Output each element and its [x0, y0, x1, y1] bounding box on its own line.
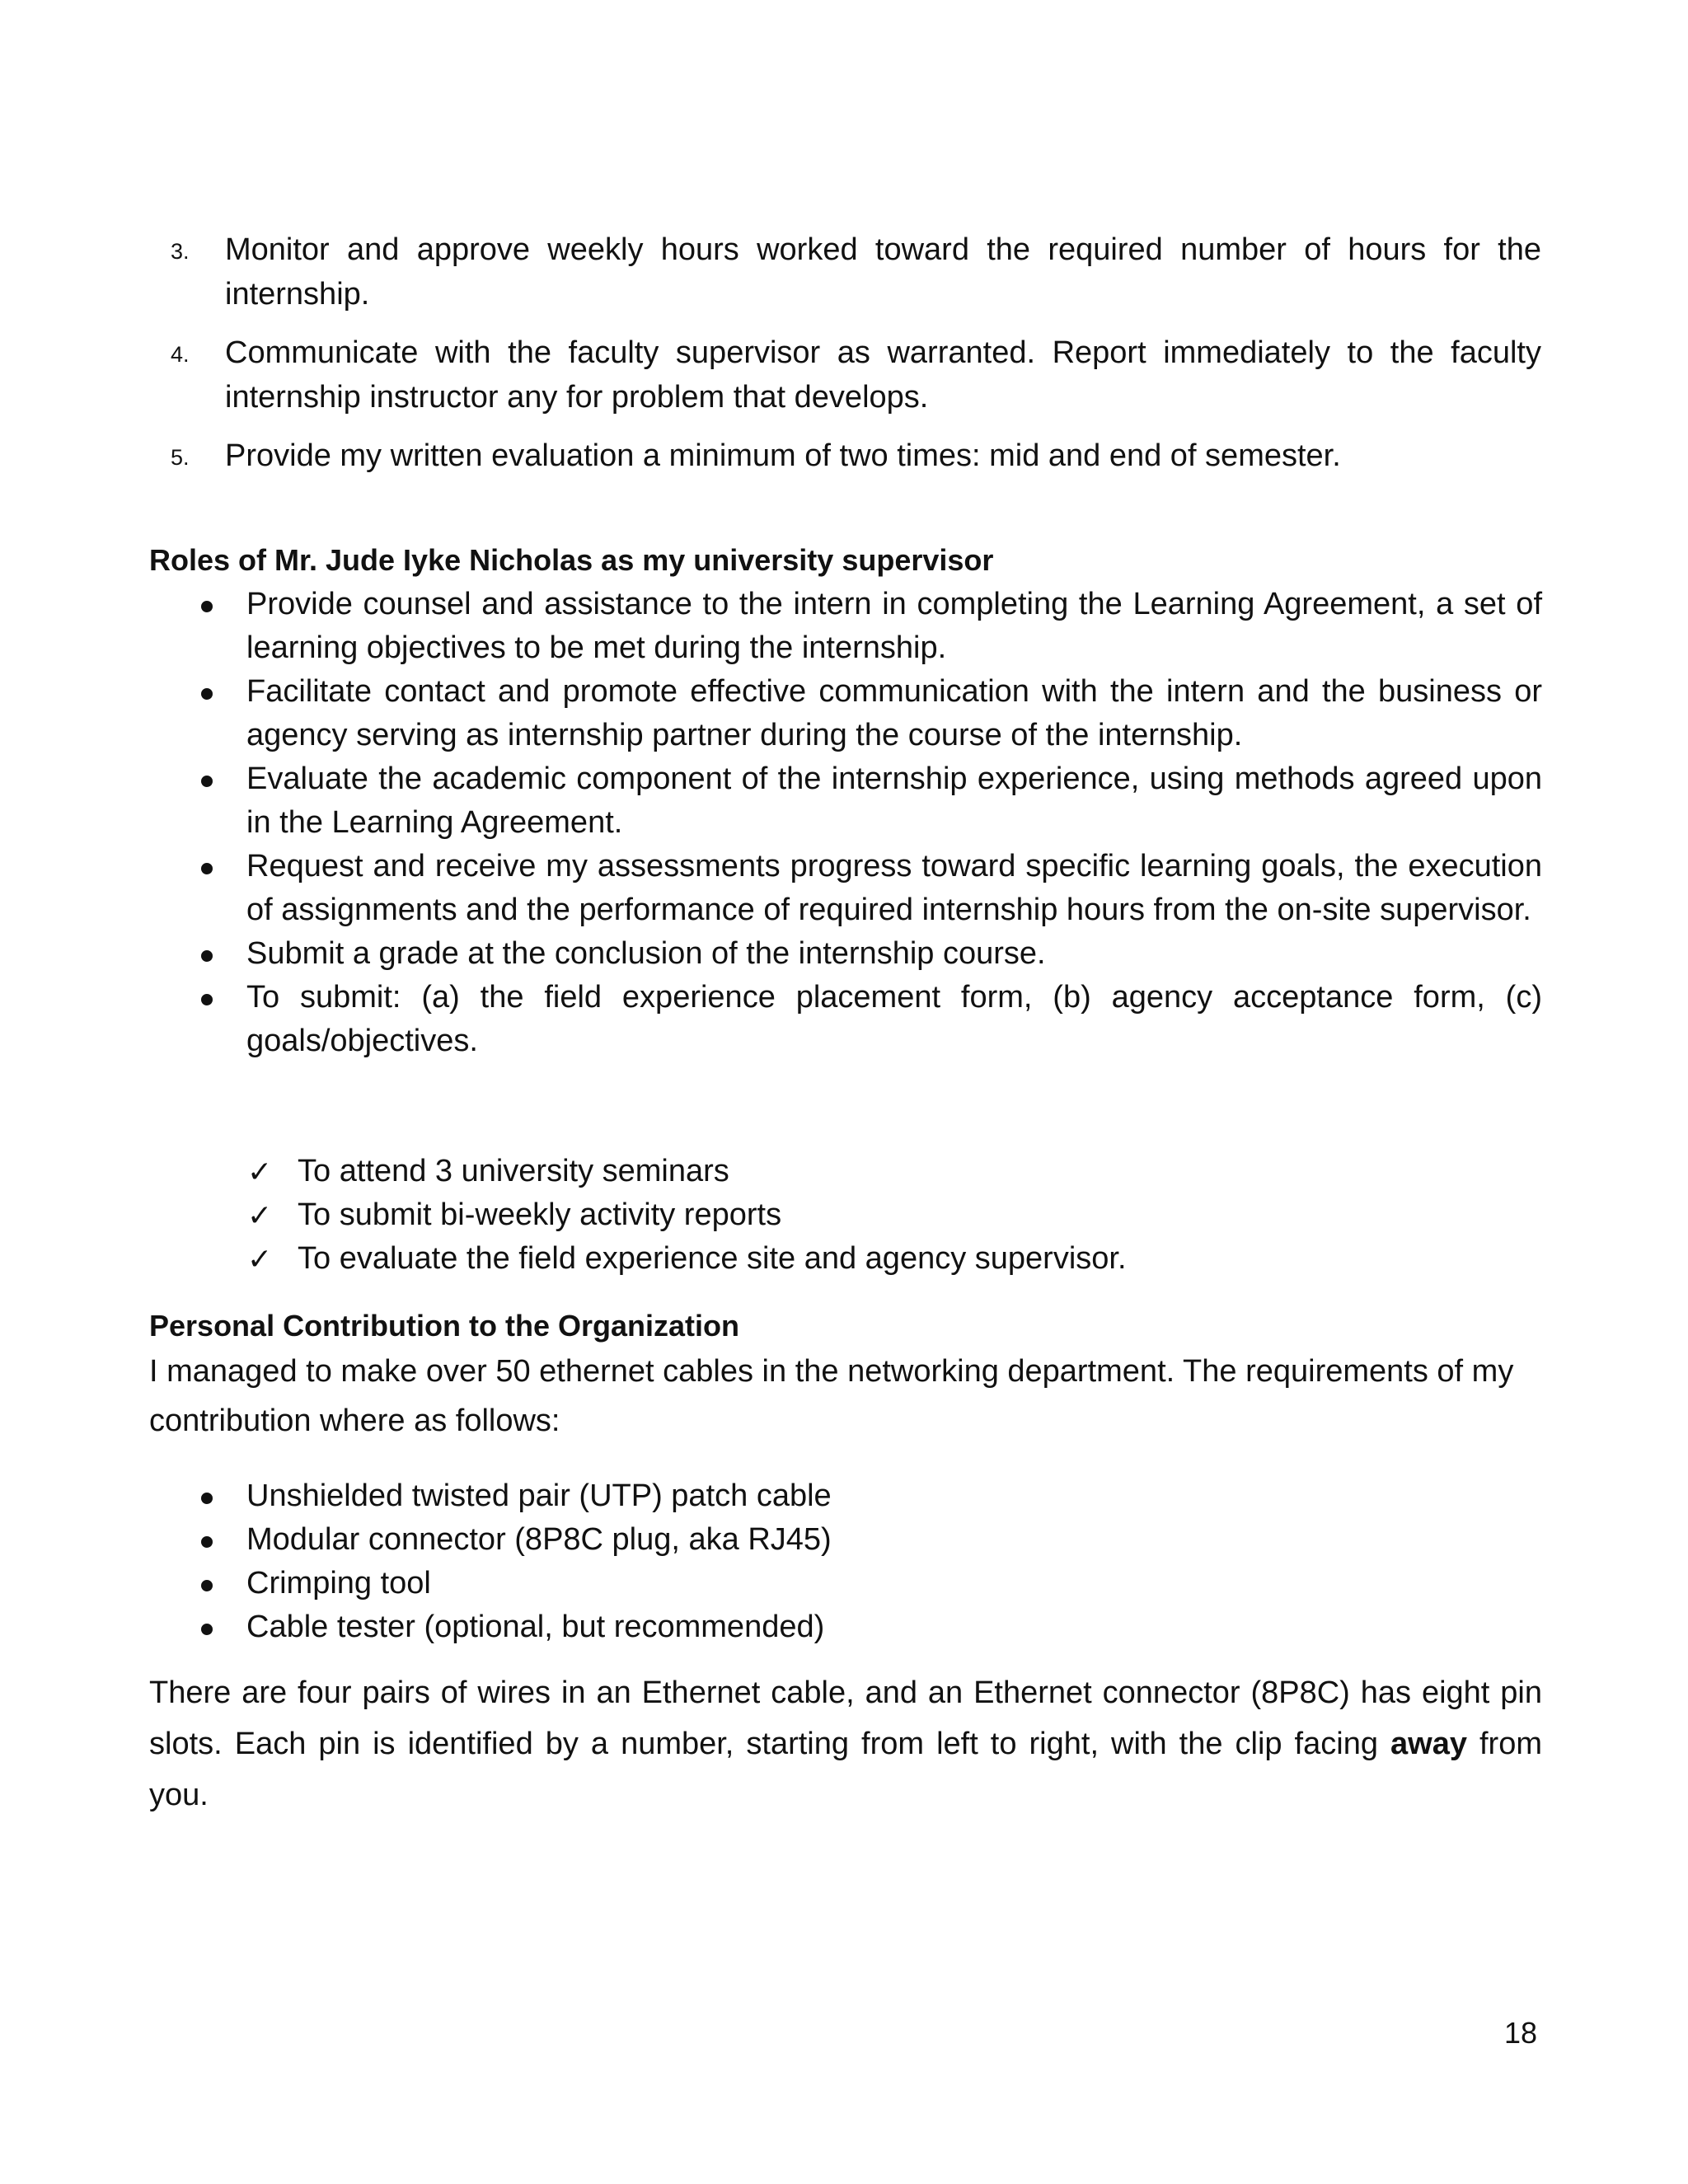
requirements-list	[149, 1474, 1542, 1649]
item-number: 3.	[171, 239, 190, 264]
list-item-text: Facilitate contact and promote effective communication with the intern and the business or agency serving as internship partner during the course of the internship.	[246, 674, 1542, 752]
checkmark-icon: ✓	[247, 1242, 273, 1276]
list-item	[149, 757, 1542, 845]
list-item-text: Unshielded twisted pair (UTP) patch cable	[246, 1479, 832, 1513]
list-item-text: Provide counsel and assistance to the intern in completing the Learning Agreement, a set of learning objectives to be met during the internship.	[246, 587, 1542, 665]
ethernet-paragraph	[149, 1667, 1542, 1821]
checkmark-icon: ✓	[247, 1155, 273, 1188]
bullet-icon	[201, 601, 213, 612]
section-heading-university-supervisor: Roles of Mr. Jude Iyke Nicholas as my university supervisor	[149, 543, 994, 577]
list-item	[149, 1562, 1542, 1605]
checklist-item-text: To evaluate the field experience site and agency supervisor.	[298, 1241, 1127, 1276]
bullet-icon	[201, 863, 213, 874]
bullet-icon	[201, 1580, 213, 1591]
list-item-text: Submit a grade at the conclusion of the internship course.	[246, 936, 1046, 971]
supervisor-roles-list	[149, 583, 1542, 1063]
list-item	[149, 845, 1542, 932]
section-heading-contribution: Personal Contribution to the Organization	[149, 1309, 739, 1343]
numbered-item	[169, 434, 1541, 478]
list-item-text: Modular connector (8P8C plug, aka RJ45)	[246, 1522, 832, 1557]
numbered-item	[169, 330, 1541, 419]
item-text: Provide my written evaluation a minimum of two times: mid and end of semester.	[225, 438, 1341, 473]
list-item-text: Evaluate the academic component of the internship experience, using methods agreed upon in the Learning Agreement.	[246, 762, 1542, 840]
emphasis-text: away	[1390, 1727, 1467, 1761]
list-item-text: Request and receive my assessments progress toward specific learning goals, the execution of assignments and the performance of required internship hours from the on-site supervisor.	[246, 849, 1542, 927]
checklist-item	[247, 1193, 1484, 1237]
numbered-list	[169, 227, 1541, 492]
bullet-icon	[201, 994, 213, 1005]
list-item	[149, 670, 1542, 757]
checklist-item	[247, 1237, 1484, 1281]
paragraph-text-end: from you.	[149, 1727, 1543, 1812]
list-item	[149, 976, 1542, 1063]
checklist-item-text: To attend 3 university seminars	[298, 1154, 729, 1188]
bullet-icon	[201, 776, 213, 787]
checklist-item-text: To submit bi-weekly activity reports	[298, 1197, 782, 1232]
item-number: 5.	[171, 445, 190, 470]
paragraph-text: There are four pairs of wires in an Ethernet cable, and an Ethernet connector (8P8C) has eight pin slots. Each pin is identified by a number, starting from left to right, with the clip facing	[149, 1675, 1542, 1761]
bullet-icon	[201, 1493, 213, 1504]
bullet-icon	[201, 1536, 213, 1548]
list-item	[149, 1518, 1542, 1562]
contribution-intro: I managed to make over 50 ethernet cables in the networking department. The requirements of my contribution where as follows:	[149, 1354, 1514, 1438]
checkmark-icon: ✓	[247, 1198, 273, 1232]
item-text: Monitor and approve weekly hours worked toward the required number of hours for the internship.	[225, 232, 1541, 312]
list-item	[149, 932, 1542, 976]
bullet-icon	[201, 1624, 213, 1635]
bullet-icon	[201, 950, 213, 962]
list-item	[149, 1474, 1542, 1518]
checklist-item	[247, 1150, 1484, 1193]
list-item-text: Crimping tool	[246, 1566, 431, 1601]
seminar-checklist	[247, 1150, 1484, 1281]
bullet-icon	[201, 688, 213, 700]
list-item	[149, 583, 1542, 670]
list-item-text: Cable tester (optional, but recommended)	[246, 1610, 825, 1644]
item-text: Communicate with the faculty supervisor as warranted. Report immediately to the faculty internship instructor any for problem that develops.	[225, 335, 1541, 415]
list-item	[149, 1605, 1542, 1649]
page-number: 18	[1504, 2016, 1538, 2050]
item-number: 4.	[171, 342, 190, 367]
numbered-item	[169, 227, 1541, 316]
list-item-text: To submit: (a) the field experience placement form, (b) agency acceptance form, (c) goals/objectives.	[246, 980, 1542, 1058]
